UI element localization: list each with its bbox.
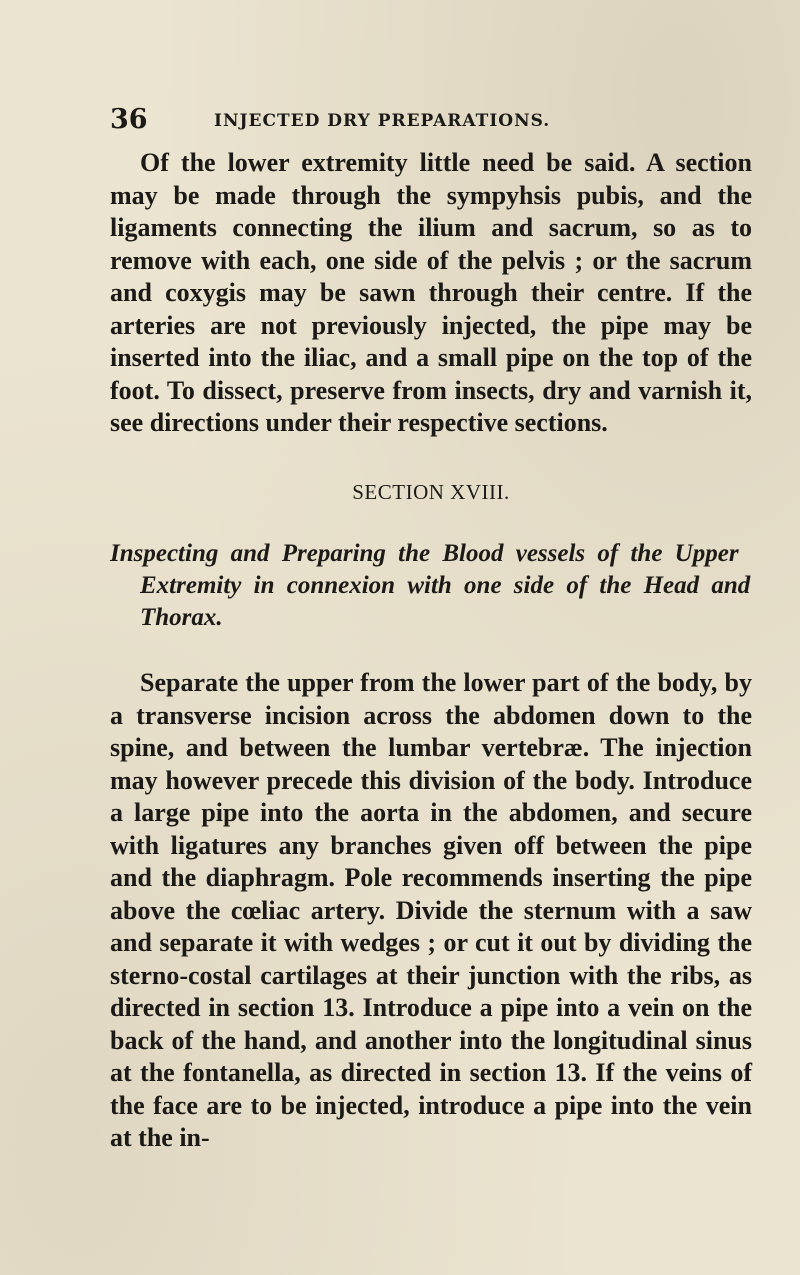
paragraph-upper-extremity: Separate the upper from the lower part of the body, by a transverse incision across the abdomen down to the spine, and between the lumbar vertebræ. The injection may however precede this division of the body. Introduce a large pipe into the aorta in the abdomen, and secure with ligatures any branches given off between the pipe and the diaphragm. Pole recommends inserting the pipe above the cœliac artery. Divide the sternum with a saw and separate it with wedges ; or cut it out by dividing the sterno-costal cartilages at their junction with the ribs, as directed in section 13. Introduce a pipe into a vein on the back of the hand, and another into the longitudinal sinus at the fontanella, as directed in section 13. If the veins of the face are to be injected, introduce a pipe into the vein at the in-: [110, 668, 752, 1152]
running-head: INJECTED DRY PREPARATIONS.: [214, 111, 551, 131]
paragraph-lower-extremity: Of the lower extremity little need be said. A section may be made through the sympyhsis pubis, and the ligaments connecting the ilium and sacrum, so as to remove with each, one side of the pelvis ; or the sacrum and coxygis may be sawn through their centre. If the arteries are not previously injected, the pipe may be inserted into the iliac, and a small pipe on the top of the foot. To dissect, preserve from insects, dry and varnish it, see directions under their respective sections.: [110, 148, 752, 437]
page-number: 36: [110, 104, 148, 135]
section-heading: SECTION XVIII.: [352, 480, 510, 504]
section-title: Inspecting and Preparing the Blood vessels of the Upper Extremity in connexion with one side of the Head and Thorax.: [110, 540, 751, 631]
page-header: [110, 100, 750, 140]
